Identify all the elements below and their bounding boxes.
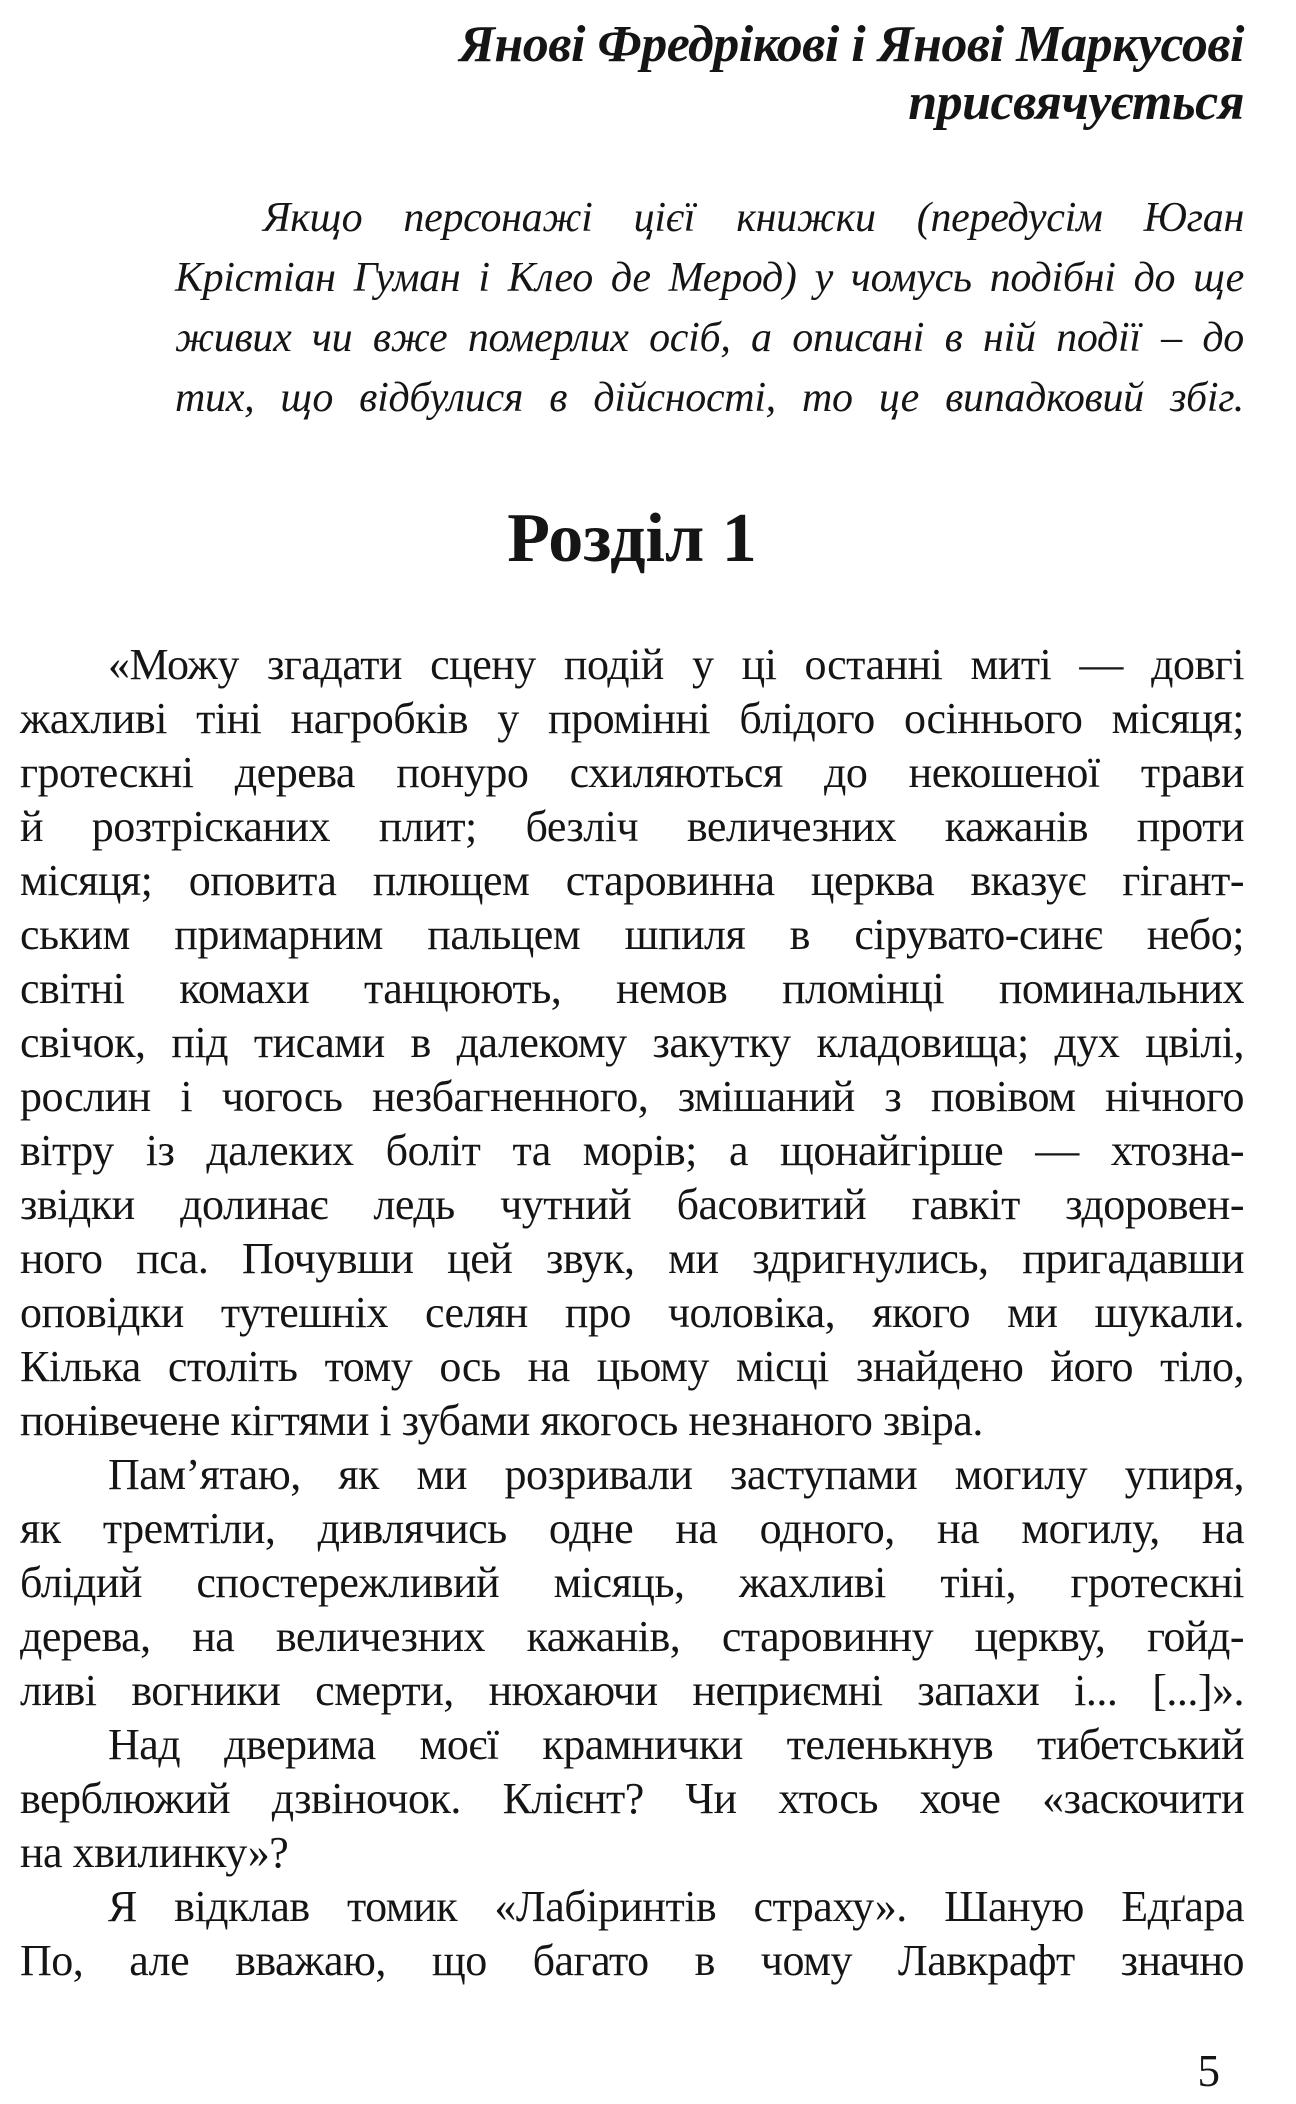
text-line: Якщо персонажі цієї книжки (передусім Юган xyxy=(263,195,1244,241)
paragraph xyxy=(20,1448,1244,1718)
text-line: дерева, на величезних кажанів, старовинну церкву, гойд- xyxy=(20,1612,1244,1661)
text-line: Над дверима моєї крамнички теленькнув тибетський xyxy=(108,1720,1244,1769)
text-line: як тремтіли, дивлячись одне на одного, на могилу, на xyxy=(20,1504,1244,1553)
text-line: звідки долинає ледь чутний басовитий гавкіт здоровен- xyxy=(20,1180,1244,1229)
text-line: на хвилинку»? xyxy=(20,1828,289,1877)
text-line: блідий спостережливий місяць, жахливі тіні, гротескні xyxy=(20,1558,1244,1607)
paragraph xyxy=(20,1880,1244,1988)
text-line: жахливі тіні нагробків у промінні блідого осіннього місяця; xyxy=(20,694,1244,743)
text-line: свічок, під тисами в далекому закутку кладовища; дух цвілі, xyxy=(20,1018,1244,1067)
text-line: й розтрісканих плит; безліч величезних кажанів проти xyxy=(20,802,1244,851)
dedication xyxy=(20,16,1244,132)
text-line: «Можу згадати сцену подій у ці останні миті — довгі xyxy=(108,640,1244,689)
text-line: верблюжий дзвіночок. Клієнт? Чи хтось хоче «заскочити xyxy=(20,1774,1244,1823)
text-line: Кілька століть тому ось на цьому місці знайдено його тіло, xyxy=(20,1342,1244,1391)
text-line: По, але вважаю, що багато в чому Лавкрафт значно xyxy=(20,1936,1244,1985)
dedication-line: Янові Фредрікові і Янові Маркусові xyxy=(459,16,1244,73)
text-line: світні комахи танцюють, немов пломінці поминальних xyxy=(20,964,1244,1013)
paragraph xyxy=(20,1718,1244,1880)
text-line: Пам’ятаю, як ми розривали заступами могилу упиря, xyxy=(108,1450,1244,1499)
paragraph xyxy=(20,638,1244,1448)
text-line: Я відклав томик «Лабіринтів страху». Шаную Едґара xyxy=(108,1882,1244,1931)
text-line: ного пса. Почувши цей звук, ми здригнулись, пригадавши xyxy=(20,1234,1244,1283)
text-line: понівечене кігтями і зубами якогось незнаного звіра. xyxy=(20,1396,983,1445)
epigraph xyxy=(175,188,1244,428)
text-line: рослин і чогось незбагненного, змішаний з повівом нічного xyxy=(20,1072,1244,1121)
text-line: вітру із далеких боліт та морів; а щонайгірше — хтозна- xyxy=(20,1126,1244,1175)
text-line: Крістіан Гуман і Клео де Мерод) у чомусь подібні до ще xyxy=(175,255,1244,301)
text-line: живих чи вже померлих осіб, а описані в ній події – до xyxy=(175,315,1244,361)
text-line: ливі вогники смерти, нюхаючи неприємні запахи і... [...]». xyxy=(20,1666,1244,1715)
text-line: місяця; оповита плющем старовинна церква вказує гігант- xyxy=(20,856,1244,905)
text-line: ським примарним пальцем шпиля в сірувато-синє небо; xyxy=(20,910,1244,959)
body-text xyxy=(20,638,1244,1988)
text-line: гротескні дерева понуро схиляються до некошеної трави xyxy=(20,748,1244,797)
chapter-heading: Розділ 1 xyxy=(507,500,757,577)
dedication-line: присвячується xyxy=(908,74,1244,131)
text-line: оповідки тутешніх селян про чоловіка, якого ми шукали. xyxy=(20,1288,1244,1337)
text-line: тих, що відбулися в дійсності, то це випадковий збіг. xyxy=(175,375,1244,421)
page-number: 5 xyxy=(1197,2046,1220,2096)
